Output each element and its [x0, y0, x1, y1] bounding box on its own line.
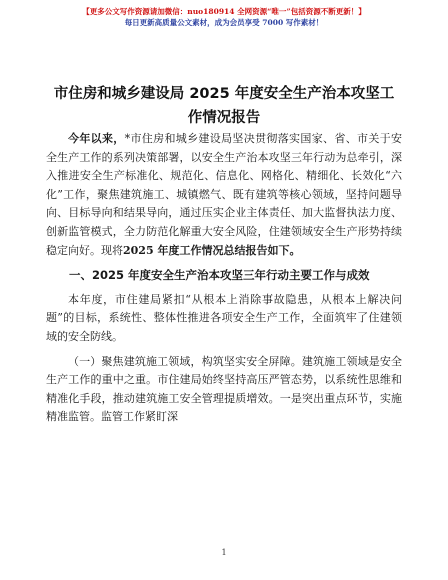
- document-title: 市住房和城乡建设局 2025 年度安全生产治本攻坚工作情况报告: [53, 86, 395, 126]
- promo-banner-line-2: 每日更新高质量公文素材，成为会员享受 7000 写作素材！: [124, 18, 324, 27]
- intro-text: *市住房和城乡建设局坚决贯彻落实国家、省、市关于安全生产工作的系列决策部署，以安全生产治本攻坚三年行动为总牵引，深入推进安全生产标准化、规范化、信息化、网格化、精细化、长效化“六化”工作，聚焦建筑施工、城镇燃气、既有建筑等核心领域，坚持问题导向、目标导向和结果导向，通过压实企业主体责任、加大监督执法力度、创新监管模式，全力防范化解重大安全风险，住建领域安全生产形势持续稳定向好。现将: [46, 132, 403, 257]
- section-1-paragraph: 本年度，市住建局紧扣“从根本上消除事故隐患，从根本上解决问题”的目标，系统性、整体性推进各项安全生产工作，全面筑牢了住建领域的安全防线。: [46, 292, 402, 343]
- intro-paragraph: [46, 130, 402, 260]
- document-body: [46, 130, 402, 427]
- intro-lead: 今年以来，: [68, 132, 125, 145]
- subsection-1-heading: （一）聚焦建筑施工领域，构筑坚实安全屏障。: [68, 354, 302, 368]
- section-1-heading: 一、2025 年度安全生产治本攻坚三年行动主要工作与成效: [69, 268, 370, 283]
- subsection-1-paragraph: [46, 353, 402, 427]
- page-number: 1: [221, 548, 227, 557]
- intro-tail: 2025 年度工作情况总结报告如下。: [123, 243, 301, 257]
- promo-banner-line-1: 【更多公文写作资源请加微信：nuo180914 全网资源“唯一”包括资源不断更新！】: [82, 7, 366, 16]
- subsection-1-text: 建筑施工领域是安全生产工作的重中之重。市住建局始终坚持高压严管态势，以系统性思维和精准化手段，推动建筑施工安全管理提质增效。一是突出重点环节，实施精准监管。监管工作紧盯深: [46, 354, 403, 424]
- promo-banner: [0, 6, 448, 28]
